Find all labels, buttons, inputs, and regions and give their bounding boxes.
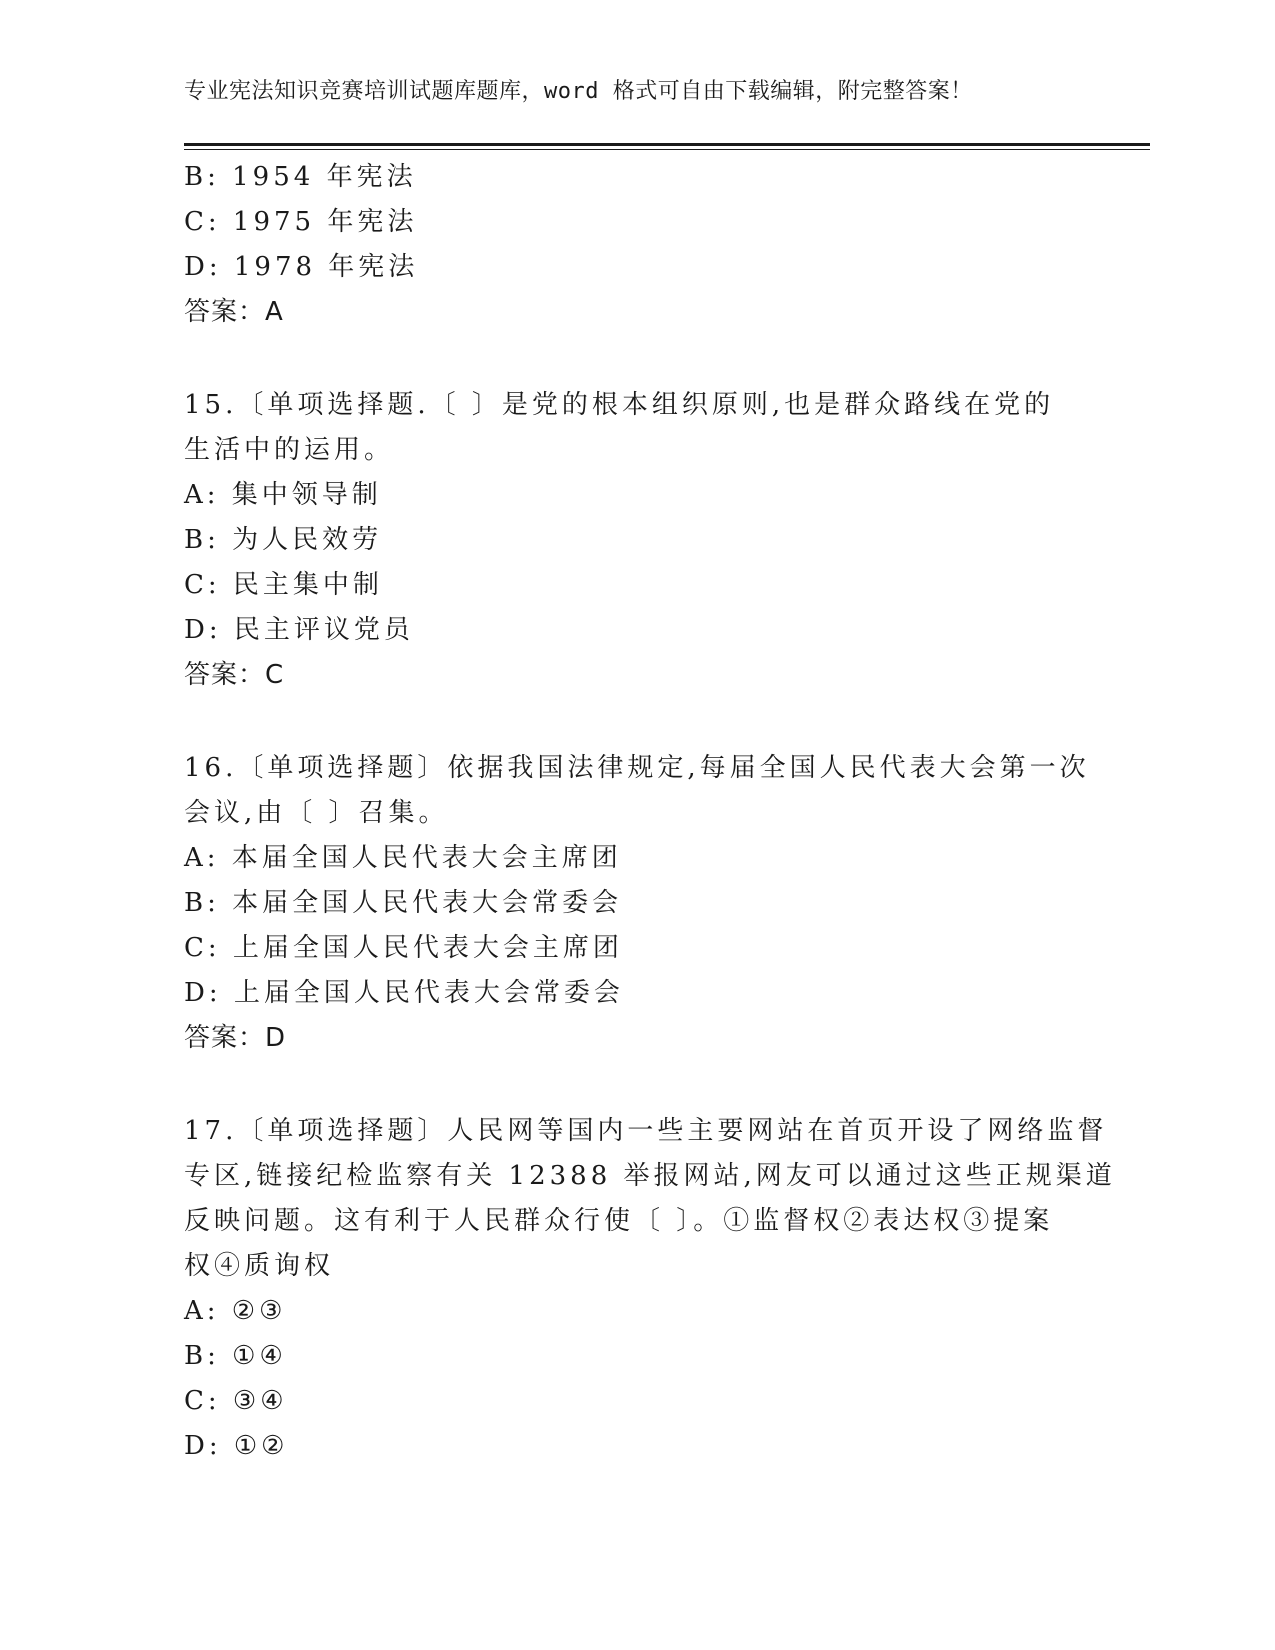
question-14-tail: [184, 155, 1064, 335]
header-rule-thick: [184, 143, 1150, 146]
answer-line: 答案：C: [184, 660, 285, 690]
question-15: [184, 383, 1064, 698]
question-stem-line: 生活中的运用。: [184, 435, 395, 465]
option-c: C: 1975 年宪法: [184, 207, 418, 237]
question-stem-line: 专区,链接纪检监察有关 12388 举报网站,网友可以通过这些正规渠道: [184, 1161, 1116, 1191]
option-c: C: ③④: [184, 1386, 288, 1416]
option-c: C: 民主集中制: [184, 570, 383, 600]
page-header: 专业宪法知识竞赛培训试题库题库，word 格式可自由下载编辑，附完整答案！: [184, 79, 973, 104]
option-a: A: 集中领导制: [184, 480, 382, 510]
question-stem-line: 16.〔单项选择题〕依据我国法律规定,每届全国人民代表大会第一次: [184, 753, 1090, 783]
question-stem-line: 17.〔单项选择题〕人民网等国内一些主要网站在首页开设了网络监督: [184, 1116, 1108, 1146]
option-b: B: 1954 年宪法: [184, 162, 417, 192]
answer-line: 答案：A: [184, 297, 284, 327]
option-d: D: 上届全国人民代表大会常委会: [184, 978, 624, 1008]
option-d: D: 1978 年宪法: [184, 252, 419, 282]
question-17: [184, 1109, 1116, 1469]
question-stem-line: 反映问题。这有利于人民群众行使〔 〕。①监督权②表达权③提案: [184, 1206, 1054, 1236]
option-a: A: ②③: [184, 1296, 287, 1326]
question-stem-line: 权④质询权: [184, 1251, 335, 1281]
spacer: [184, 335, 1064, 383]
question-16: [184, 746, 1090, 1061]
option-d: D: 民主评议党员: [184, 615, 414, 645]
question-stem-line: 15.〔单项选择题.〔 〕是党的根本组织原则,也是群众路线在党的: [184, 390, 1055, 420]
option-a: A: 本届全国人民代表大会主席团: [184, 843, 622, 873]
option-b: B: 为人民效劳: [184, 525, 383, 555]
question-stem-line: 会议,由〔 〕召集。: [184, 798, 449, 828]
option-b: B: ①④: [184, 1341, 287, 1371]
spacer: [184, 1061, 1064, 1109]
answer-line: 答案：D: [184, 1023, 287, 1053]
header-rule-thin: [184, 149, 1150, 150]
option-c: C: 上届全国人民代表大会主席团: [184, 933, 623, 963]
option-d: D: ①②: [184, 1431, 289, 1461]
spacer: [184, 698, 1064, 746]
option-b: B: 本届全国人民代表大会常委会: [184, 888, 623, 918]
question-content: [184, 155, 1116, 1469]
